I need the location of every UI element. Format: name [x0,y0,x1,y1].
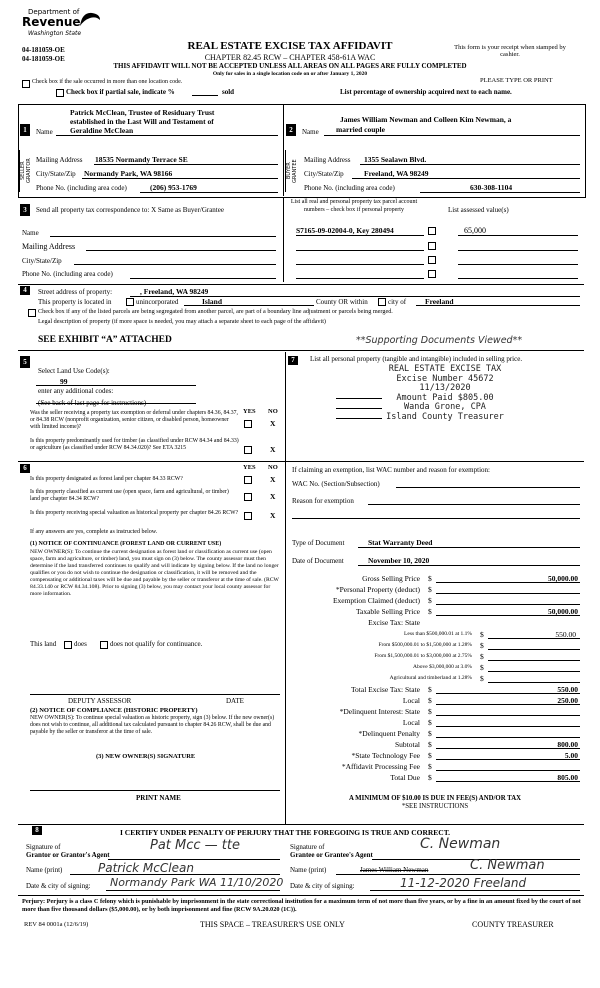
s5-yes-header: YES [243,408,256,415]
stamp-line-4: Amount Paid $805.00 [396,392,494,403]
segregated-checkbox[interactable] [28,309,36,317]
s6-yes-header: YES [243,464,256,471]
total-label: *Delinquent Penalty [358,729,420,738]
bracket-currency: $ [480,663,484,672]
dept-line3: Washington State [28,30,82,37]
doc-type: Stat Warranty Deed [368,538,433,547]
section-6-rule [18,461,285,462]
calc-label: Taxable Selling Price [355,607,420,616]
sales-note: Only for sales in a single location code on or after January 1, 2020 [212,71,368,77]
personal-property-line-3[interactable] [336,418,382,419]
total-value: 5.00 [564,751,578,760]
treasurer-only: THIS SPACE – TREASURER'S USE ONLY [200,920,345,929]
s6-q3-no[interactable]: X [270,511,276,520]
bracket-currency: $ [480,641,484,650]
parcel-number: S7165-09-02004-0, Key 280494 [296,226,394,235]
section-4-top-rule [18,284,584,285]
stamp-line-1: REAL ESTATE EXCISE TAX [388,364,502,374]
seller-city: Normandy Park, WA 98166 [84,169,173,178]
section-6-marker: 6 [20,464,30,473]
grantee-name-label: Name (print) [290,866,327,874]
exhibit-text: SEE EXHIBIT “A” ATTACHED [38,335,172,345]
reason-field-1[interactable] [368,504,580,505]
sold-label: sold [222,88,235,96]
s6-q1-yes-checkbox[interactable] [244,476,252,484]
total-field[interactable] [436,693,580,694]
land-does-not-checkbox[interactable] [100,641,108,649]
parcel-1-checkbox[interactable] [428,227,436,235]
assessed-field-2[interactable] [458,250,578,251]
parcel-field-3[interactable] [296,264,424,265]
s6-q1: Is this property designated as forest land per chapter 84.33 RCW? [30,476,183,482]
grantee-date-city: 11-12-2020 Freeland [400,876,527,890]
bracket-label: From $500,000.01 to $1,500,000 at 1.28% [378,642,472,648]
form-id-1: 04-181059-OE [22,46,65,54]
total-label: Total Due [390,773,420,782]
total-currency: $ [428,740,432,749]
calc-label: *Personal Property (deduct) [335,585,420,594]
stamp-line-3: 11/13/2020 [419,383,471,393]
wac-field[interactable] [396,487,580,488]
grantor-agent-label: Grantor or Grantor's Agent [26,851,110,859]
grantor-sig-label: Signature of [26,843,61,851]
calc-currency: $ [428,574,432,583]
this-land-label: This land [30,640,57,648]
grantee-name-print: James William Newman [360,866,429,874]
s6-q3: Is this property receiving special valuation as historical property per chapter 84.26 RCW? [30,510,239,516]
section-7-marker: 7 [288,356,298,365]
notice1-body: NEW OWNER(S): To continue the current designation as forest land or classification as current use (open space, farm and agriculture, or timber) land, you must sign on (3) below. The county assessor must then determine if the land transferred continues to qualify and will indicate by signing below. If the land no longer qualifies or you do not wish to continue the designation or classification, it will be removed and the compensating or additional taxes will be due and payable by the seller or transferor at the time of sale. (RCW 84.33.140 or RCW 84.34.108). Prior to signing (3) below, you may contact your local county assessor for more information. [30,549,279,597]
grantee-name-line[interactable] [336,874,580,875]
street-label: Street address of property: [38,288,113,296]
calc-field[interactable] [436,593,580,594]
calc-field[interactable] [436,604,580,605]
total-currency: $ [428,707,432,716]
grantor-date-city: Normandy Park WA 11/10/2020 [110,876,284,889]
land-use-value: 99 [60,377,68,386]
seller-name-2: established in the Last Will and Testament of [70,117,214,126]
exemption-note: If claiming an exemption, list WAC number and reason for exemption: [292,466,490,474]
located-label: This property is located in [38,298,112,306]
seller-phone-field[interactable] [140,192,278,193]
bracket-field[interactable] [488,638,580,639]
buyer-mailing: 1355 Sealawn Blvd. [364,155,427,164]
total-currency: $ [428,729,432,738]
corr-phone-field[interactable] [130,278,276,279]
assessed-field-1[interactable] [458,235,578,236]
multi-location-checkbox[interactable] [22,80,30,88]
county-treasurer: COUNTY TREASURER [472,920,554,929]
print-name-label: PRINT NAME [136,794,181,802]
s6-no-header: NO [268,464,278,471]
print-note: PLEASE TYPE OR PRINT [480,77,553,84]
doc-date-field[interactable] [358,565,580,566]
grantee-date-label: Date & city of signing: [290,882,355,890]
stamp-line-2: Excise Number 45672 [396,373,494,384]
personal-property-text: List all personal property (tangible and intangible) included in selling price. [310,355,523,363]
county-label: County OR within [316,298,368,306]
total-field[interactable] [436,715,580,716]
parcel-field-4[interactable] [296,278,424,279]
grantor-name-label: Name (print) [26,866,63,874]
section-3-marker: 3 [20,204,30,216]
land-does-not-label: does not qualify for continuance. [110,640,203,648]
receipt-note: This form is your receipt when stamped by cashier. [454,44,566,58]
minimum-note: A MINIMUM OF $10.00 IS DUE IN FEE(S) AND/OR TAX [348,795,522,802]
total-currency: $ [428,773,432,782]
corr-city-label: City/State/Zip [22,257,62,265]
bracket-label: Less than $500,000.01 at 1.1% [404,631,472,637]
seller-name-3: Geraldine McClean [70,126,134,135]
perjury-rule [18,895,584,896]
doc-type-field[interactable] [358,547,580,548]
grantee-signature: C. Newman [420,836,501,852]
see-back-label: (See back of last page for instructions) [38,399,147,407]
assessed-field-3[interactable] [458,264,578,265]
total-label: Total Excise Tax: State [350,685,420,694]
city-of-label: city of [388,298,407,306]
total-label: Subtotal [394,740,420,749]
total-currency: $ [428,718,432,727]
s6-q2: Is this property classified as current use (open space, farm and agricultural, or timber) land per chapter 84.34 RCW? [30,489,229,502]
deputy-assessor-label: DEPUTY ASSESSOR [68,697,132,705]
section-5-marker: 5 [20,356,30,368]
perjury-text [22,898,584,914]
form-id-2: 04-181059-OE [22,55,65,63]
form-title: REAL ESTATE EXCISE TAX AFFIDAVIT [187,40,393,52]
buyer-phone-label: Phone No. (including area code) [304,184,395,192]
corr-phone-label: Phone No. (including area code) [22,270,113,278]
unincorporated-label: unincorporated [136,298,179,306]
section-8-rule [18,824,584,825]
notice1-title: (1) NOTICE OF CONTINUANCE (FOREST LAND OR CURRENT USE) [30,541,222,547]
bracket-field[interactable] [488,649,580,650]
partial-percent-field[interactable] [192,95,218,96]
parcel-field-1[interactable] [296,235,424,236]
notice2-body: NEW OWNER(S): To continue special valuation as historic property, sign (3) below. If the new owner(s) does not wish to continue, all additional tax calculated pursuant to chapter 84.26 RCW, shall be due and payable by the seller or transferor at the time of sale. [30,715,275,735]
total-value: 550.00 [557,685,578,694]
stamp-line-5: Wanda Grone, CPA [404,402,486,412]
total-label: Local [402,696,420,705]
additional-codes-label: enter any additional codes: [38,387,114,395]
parcel-3-checkbox[interactable] [428,256,436,264]
section-8-marker: 8 [32,826,42,835]
land-does-checkbox[interactable] [64,641,72,649]
seller-mailing-field[interactable] [94,164,278,165]
street-address: , Freeland, WA 98249 [140,287,209,296]
s5-q2-yes-checkbox[interactable] [244,446,252,454]
total-field[interactable] [436,748,580,749]
assessed-header: List assessed value(s) [448,206,509,214]
calc-value: 50,000.00 [548,607,578,616]
section-4-marker: 4 [20,286,30,295]
total-currency: $ [428,751,432,760]
corr-name-field[interactable] [50,236,276,237]
city-field[interactable] [416,305,580,306]
calc-label: Excise Tax: State [368,618,420,627]
deputy-date-label: DATE [226,697,244,705]
dept-line1: Department of [28,8,80,16]
buyer-city-label: City/State/Zip [304,170,344,178]
bracket-label: From $1,500,000.01 to $3,000,000 at 2.75% [374,653,472,659]
total-value: 805.00 [557,773,578,782]
grantor-name: Patrick McClean [98,861,194,875]
total-field[interactable] [436,770,580,771]
owner-signature-line[interactable] [30,790,280,791]
s6-q2-no[interactable]: X [270,492,276,501]
calc-label: Gross Selling Price [362,574,420,583]
grantor-signature-line[interactable] [108,859,280,860]
perjury-text-body: Perjury: Perjury is a class C felony which is punishable by imprisonment in the state correctional institution for a maximum term of not more than five years, or by a fine in an amount fixed by the court of not more than five thousand dollars ($5,000.00), or by both imprisonment and fine (RCW 9A.20.020 (1C)). [22,898,581,913]
parcel-2-checkbox[interactable] [428,242,436,250]
partial-sale-label: Check box if partial sale, indicate % [66,88,175,96]
bracket-field[interactable] [488,671,580,672]
bracket-currency: $ [480,674,484,683]
total-value: 250.00 [557,696,578,705]
reason-field-2[interactable] [292,518,580,519]
seller-side-label: SELLER GRANTOR [19,150,30,192]
buyer-phone-field[interactable] [420,192,580,193]
section-3-divider [283,198,284,282]
calc-currency: $ [428,585,432,594]
buyer-name-2: married couple [336,125,385,134]
corr-city-field[interactable] [74,264,276,265]
doc-date: November 10, 2020 [368,556,430,565]
buyer-side-label: BUYER GRANTEE [285,150,296,192]
treasurer-stamp [380,365,510,422]
total-field[interactable] [436,759,580,760]
partial-sale-checkbox[interactable] [56,89,64,97]
stamp-line-6: Island County Treasurer [386,411,504,422]
section-2-marker: 2 [286,124,296,136]
calc-field[interactable] [436,582,580,583]
s5-q1: Was the seller receiving a property tax exemption or deferral under chapters 84.36, 84.37, or 84.38 RCW (nonprofit organization, senior citizen, or disabled person, homeowner with limited income)? [30,410,238,430]
grantor-signature: Pat Mcc — tte [150,838,241,853]
see-instructions: *SEE INSTRUCTIONS [401,803,469,810]
buyer-city-field[interactable] [352,178,580,179]
total-field[interactable] [436,737,580,738]
unincorporated-checkbox[interactable] [126,298,134,306]
total-field[interactable] [436,704,580,705]
parcel-header: List all real and personal property tax parcel account numbers – check box if personal property [290,199,418,213]
bracket-label: Agricultural and timberland at 1.28% [389,675,472,681]
supporting-docs-text: **Supporting Documents Viewed** [356,335,523,346]
grantor-date-line[interactable] [106,890,280,891]
seller-name-1: Patrick McClean, Trustee of Residuary Trust [70,108,215,117]
calc-value: 50,000.00 [548,574,578,583]
bracket-field[interactable] [488,660,580,661]
segregated-label: Check box if any of the listed parcels are being segregated from another parcel, are part of a boundary line adjustment or parcels being merged. [38,308,393,315]
total-label: Local [402,718,420,727]
total-value: 800.00 [557,740,578,749]
s6-q3-yes-checkbox[interactable] [244,512,252,520]
grantee-agent-label: Grantee or Grantee's Agent [290,851,373,859]
county-value: Island [202,297,223,306]
city-of-checkbox[interactable] [378,298,386,306]
parties-divider [283,104,284,196]
total-label: *Delinquent Interest: State [339,707,420,716]
bracket-field[interactable] [488,682,580,683]
bracket-currency: $ [480,630,484,639]
bracket-label: Above $3,000,000 at 3.0% [413,664,472,670]
doc-date-label: Date of Document [292,557,344,565]
form-warning: THIS AFFIDAVIT WILL NOT BE ACCEPTED UNLESS ALL AREAS ON ALL PAGES ARE FULLY COMPLETED [113,62,467,70]
seller-phone: (206) 953-1769 [150,183,197,192]
corr-mailing-field[interactable] [86,250,276,251]
total-currency: $ [428,696,432,705]
seller-city-field[interactable] [82,178,278,179]
multi-location-label: Check box if the sale occurred in more than one location code. [32,79,183,85]
total-currency: $ [428,762,432,771]
s5-q2-no[interactable]: X [270,445,276,454]
total-field[interactable] [436,726,580,727]
seller-mailing-label: Mailing Address [36,156,83,164]
county-field[interactable] [184,305,314,306]
street-field[interactable] [130,296,580,297]
buyer-mailing-label: Mailing Address [304,156,351,164]
grantee-name-hand: C. Newman [470,858,545,873]
section-4-bottom-rule [18,350,584,351]
city-value: Freeland [425,297,454,306]
dor-emblem-icon [78,10,102,28]
reason-label: Reason for exemption [292,497,354,505]
corr-name-label: Name [22,229,39,237]
land-use-field[interactable] [36,385,196,386]
doc-type-label: Type of Document [292,539,345,547]
ownership-note: List percentage of ownership acquired next to each name. [340,88,512,96]
total-field[interactable] [436,781,580,782]
dept-line2: Revenue [22,15,81,29]
total-label: *State Technology Fee [351,751,420,760]
grantor-name-line[interactable] [70,874,280,875]
dor-logo [22,8,102,40]
assessed-field-4[interactable] [458,278,578,279]
parcel-4-checkbox[interactable] [428,270,436,278]
personal-property-line-2[interactable] [336,408,382,409]
total-label: *Affidavit Processing Fee [341,762,420,771]
buyer-name-1: James William Newman and Colleen Kim Newman, a [340,115,512,124]
s6-if-yes: If any answers are yes, complete as instructed below. [30,529,158,535]
parcel-field-2[interactable] [296,250,424,251]
calc-currency: $ [428,607,432,616]
seller-name-label: Name [36,128,53,136]
calc-label: Exemption Claimed (deduct) [332,596,420,605]
buyer-name-label: Name [302,128,319,136]
deputy-signature-line[interactable] [30,694,280,695]
seller-city-label: City/State/Zip [36,170,76,178]
calc-currency: $ [428,596,432,605]
notice2-title: (2) NOTICE OF COMPLIANCE (HISTORIC PROPERTY) [30,707,198,714]
s6-q1-no[interactable]: X [270,475,276,484]
total-currency: $ [428,685,432,694]
buyer-name-field[interactable] [324,135,580,136]
s5-q1-no[interactable]: X [270,419,276,428]
rev-number: REV 84 0001a (12/6/19) [24,921,89,928]
mid-divider [285,352,286,824]
buyer-mailing-field[interactable] [360,164,580,165]
seller-mailing: 18535 Normandy Terrace SE [95,155,188,164]
bracket-currency: $ [480,652,484,661]
seller-phone-label: Phone No. (including area code) [36,184,127,192]
section-7-rule [285,461,584,462]
seller-name-field[interactable] [56,135,278,136]
grantee-sig-label: Signature of [290,843,325,851]
correspondence-text: Send all property tax correspondence to: X Same as Buyer/Grantee [36,206,224,214]
assessed-value: 65,000 [464,226,486,235]
section-1-marker: 1 [20,124,30,136]
certify-text: I CERTIFY UNDER PENALTY OF PERJURY THAT THE FOREGOING IS TRUE AND CORRECT. [120,828,451,837]
grantor-date-label: Date & city of signing: [26,882,91,890]
owner-signature-label: (3) NEW OWNER(S) SIGNATURE [96,753,196,760]
buyer-city: Freeland, WA 98249 [364,169,429,178]
legal-description-label: Legal description of property (if more space is needed, you may attach a separate sheet to each page of the affidavit) [38,318,326,325]
buyer-phone: 630-308-1104 [470,183,513,192]
s5-q2: Is this property predominantly used for timber (as classified under RCW 84.34 and 84.33) or agriculture (as classified under RCW 84.34.020)? See ETA 3215 [30,438,239,451]
land-use-label: Select Land Use Code(s): [38,367,110,375]
s5-q1-yes-checkbox[interactable] [244,420,252,428]
bracket-value: 550.00 [555,630,576,639]
personal-property-line-1[interactable] [336,398,382,399]
wac-label: WAC No. (Section/Subsection) [292,480,380,488]
form-subtitle: CHAPTER 82.45 RCW – CHAPTER 458-61A WAC [204,53,376,62]
land-does-label: does [74,640,87,648]
s6-q2-yes-checkbox[interactable] [244,493,252,501]
calc-field[interactable] [436,615,580,616]
corr-mailing-label: Mailing Address [22,242,76,251]
grantee-date-line[interactable] [370,890,580,891]
s5-no-header: NO [268,408,278,415]
